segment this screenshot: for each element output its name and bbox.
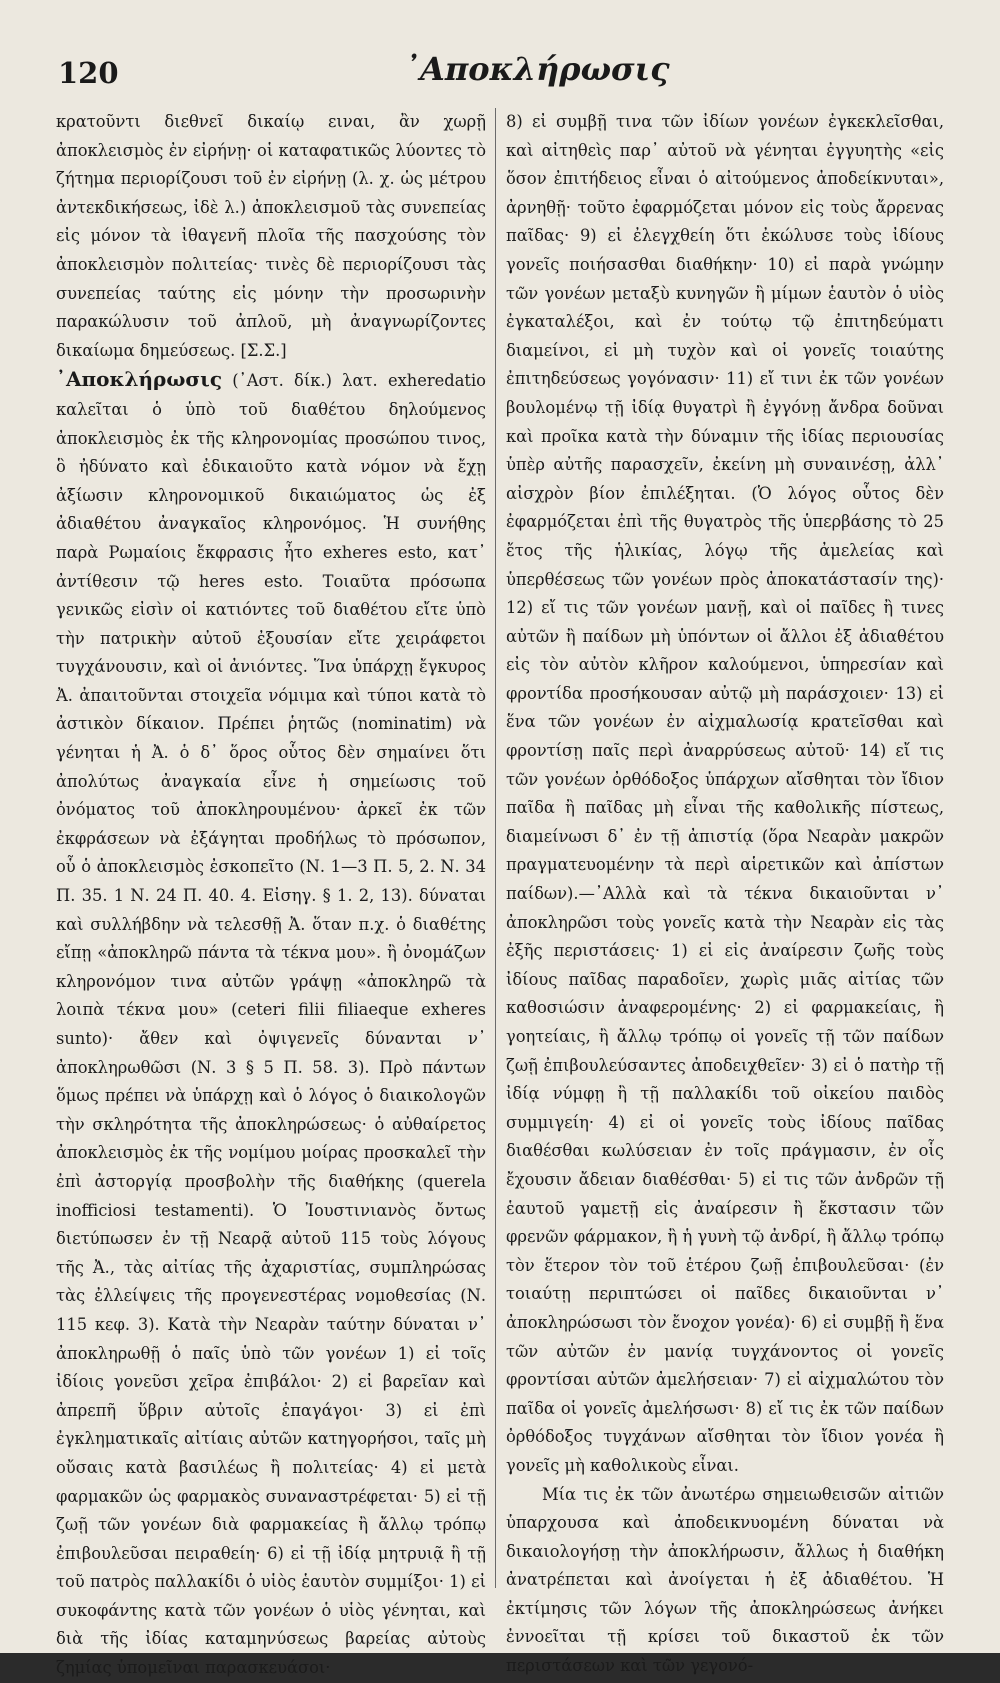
right-column [506, 108, 944, 1676]
entry-headword: ᾿Αποκλήρωσις [56, 367, 222, 392]
paragraph: Μία τις ἐκ τῶν ἀνωτέρω σημειωθεισῶν αἰτιῶν ὑπαρχουσα καὶ ἀποδεικνυομένη δύναται νὰ δικαιολογήσῃ τὴν ἀποκλήρωσιν, ἄλλως ἡ διαθήκη ἀνατρέπεται καὶ ἀνοίγεται ἡ ἐξ ἀδιαθέτου. Ἡ ἐκτίμησις τῶν λόγων τῆς ἀποκληρώσεως ἀνήκει ἐννοεῖται τῇ κρίσει τοῦ δικαστοῦ ἐκ τῶν περιστάσεων καὶ τῶν γεγονό- [506, 1484, 944, 1676]
column-divider [495, 108, 496, 1588]
running-head: ᾿Αποκλήρωσις [404, 50, 670, 88]
entry-paragraph [56, 365, 486, 1682]
entry-body: exheredatio καλεῖται ὁ ὑπὸ τοῦ διαθέτου δηλούμενος ἀποκλεισμὸς ἐκ τῆς κληρονομίας προσώπου τινος, ὃ ἠδύνατο καὶ ἐδικαιοῦτο κατὰ νόμον νὰ ἔχῃ ἀξίωσιν κληρονομικοῦ δικαιώματος ὡς ἐξ ἀδιαθέτου ἀναγκαῖος κληρονόμος. Ἡ συνήθης παρὰ Ρωμαίοις ἔκφρασις ἦτο exheres esto, κατ᾿ ἀντίθεσιν τῷ heres esto. Τοιαῦτα πρόσωπα γενικῶς εἰσὶν οἱ κατιόντες τοῦ διαθέτου εἴτε ὑπὸ τὴν πατρικὴν αὐτοῦ ἐξουσίαν εἴτε χειράφετοι τυγχάνουσιν, καὶ οἱ ἀνιόντες. Ἵνα ὑπάρχῃ ἔγκυρος Ἀ. ἀπαιτοῦνται στοιχεῖα νόμιμα καὶ τύποι κατὰ τὸ ἀστικὸν δίκαιον. Πρέπει ῥητῶς (nominatim) νὰ γένηται ἡ Ἀ. ὁ δ᾿ ὅρος οὗτος δὲν σημαίνει ὅτι ἀπολύτως ἀναγκαία εἶνε ἡ σημείωσις τοῦ ὀνόματος τοῦ ἀποκληρουμένου· ἀρκεῖ ἐκ τῶν ἐκφράσεων νὰ ἐξάγηται προδήλως τὸ πρόσωπον, οὗ ὁ ἀποκλεισμὸς ἐσκοπεῖτο (Ν. 1—3 Π. 5, 2. Ν. 34 Π. 35. 1 Ν. 24 Π. 40. 4. Εἰσηγ. § 1. 2, 13). δύναται καὶ συλλήβδην νὰ τελεσθῇ Ἀ. ὅταν π.χ. ὁ διαθέτης εἴπῃ «ἀποκληρῶ πάντα τὰ τέκνα μου». ἢ ὀνομάζων κληρονόμον τινα αὐτῶν γράψῃ «ἀποκληρῶ τὰ λοιπὰ τέκνα μου» (ceteri filii filiaeque exheres sunto)· ἄθεν καὶ ὀψιγενεῖς δύνανται ν᾿ ἀποκληρωθῶσι (Ν. 3 § 5 Π. 58. 3). Πρὸ πάντων ὅμως πρέπει νὰ ὑπάρχῃ καὶ ὁ λόγος ὁ διαικολογῶν τὴν σκληρότητα τῆς ἀποκληρώσεως· ὁ αὐθαίρετος ἀποκλεισμὸς ἐκ τῆς νομίμου μοίρας προσκαλεῖ τὴν ἐπὶ ἀστοργίᾳ προσβολὴν τῆς διαθήκης (querela inofficiosi testamenti). Ὁ Ἰουστινιανὸς ὄντως διετύπωσεν ἐν τῇ Νεαρᾷ αὐτοῦ 115 τοὺς λόγους τῆς Ἀ., τὰς αἰτίας τῆς ἀχαριστίας, συμπληρώσας τὰς ἐλλείψεις τῆς προγενεστέρας νομοθεσίας (Ν. 115 κεφ. 3). Κατὰ τὴν Νεαρὰν ταύτην δύναται ν᾿ ἀποκληρωθῇ ὁ παῖς ὑπὸ τῶν γονέων 1) εἰ τοῖς ἰδίοις γονεῦσι χεῖρα ἐπιβάλοι· 2) εἰ βαρεῖαν καὶ ἀπρεπῆ ὕβριν αὐτοῖς ἐπαγάγοι· 3) εἰ ἐπὶ ἐγκληματικαῖς αἰτίαις αὐτῶν κατηγορήσοι, ταῖς μὴ οὔσαις κατὰ βασιλέως ἢ πολιτείας· 4) εἰ μετὰ φαρμακῶν ὡς φαρμακὸς συναναστρέφεται· 5) εἰ τῇ ζωῇ τῶν γονέων διὰ φαρμακείας ἢ ἄλλῳ τρόπῳ ἐπιβουλεῦσαι πειραθείη· 6) εἰ τῇ ἰδίᾳ μητρυιᾷ ἢ τῇ τοῦ πατρὸς παλλακίδι ὁ υἱὸς ἑαυτὸν συμμίξοι· 1) εἰ συκοφάντης κατὰ τῶν γονέων ὁ υἱὸς γένηται, καὶ διὰ τῆς ἰδίας καταμηνύσεως βαρείας αὐτοὺς ζημίας ὑπομεῖναι παρασκευάσοι· [56, 371, 486, 1678]
paragraph-continuation: 8) εἰ συμβῇ τινα τῶν ἰδίων γονέων ἐγκεκλεῖσθαι, καὶ αἰτηθεὶς παρ᾿ αὐτοῦ νὰ γένηται ἐγγυητὴς «εἰς ὅσον ἐπιτήδειος εἶναι ὁ αἰτούμενος ἀποδείκνυται», ἀρνηθῇ· τοῦτο ἐφαρμόζεται μόνον εἰς τοὺς ἄρρενας παῖδας· 9) εἰ ἐλεγχθείη ὅτι ἐκώλυσε τοὺς ἰδίους γονεῖς ποιήσασθαι διαθήκην· 10) εἰ παρὰ γνώμην τῶν γονέων μεταξὺ κυνηγῶν ἢ μίμων ἑαυτὸν ὁ υἱὸς ἐγκαταλέξοι, καὶ ἐν τούτῳ τῷ ἐπιτηδεύματι διαμείνοι, εἰ μὴ τυχὸν καὶ οἱ γονεῖς τοιαύτης ἐπιτηδεύσεως γογόνασιν· 11) εἴ τινι ἐκ τῶν γονέων βουλομένῳ τῇ ἰδίᾳ θυγατρὶ ἢ ἐγγόνῃ ἄνδρα δοῦναι καὶ προῖκα κατὰ τὴν δύναμιν τῆς ἰδίας περιουσίας ὑπὲρ αὐτῆς παρασχεῖν, ἐκείνη μὴ συναινέσῃ, ἀλλ᾿ αἰσχρὸν βίον ἐπιλέξηται. (Ὁ λόγος οὗτος δὲν ἐφαρμόζεται ἐπὶ τῆς θυγατρὸς τῆς ὑπερβάσης τὸ 25 ἔτος τῆς ἡλικίας, λόγῳ τῆς ἀμελείας καὶ ὑπερθέσεως τῶν γονέων πρὸς ἀποκατάστασίν της)· 12) εἴ τις τῶν γονέων μανῇ, καὶ οἱ παῖδες ἢ τινες αὐτῶν ἢ παίδων μὴ ὑπόντων οἱ ἄλλοι ἐξ ἀδιαθέτου εἰς τὸν αὐτὸν κλῆρον καλούμενοι, ὑπηρεσίαν καὶ φροντίδα προσήκουσαν αὐτῷ μὴ παράσχοιεν· 13) εἰ ἕνα τῶν γονέων ἐν αἰχμαλωσίᾳ κρατεῖσθαι καὶ φροντίσῃ παῖς περὶ ἀναρρύσεως αὐτοῦ· 14) εἴ τις τῶν γονέων ὀρθόδοξος ὑπάρχων αἴσθηται τὸν ἴδιον παῖδα ἢ παῖδας μὴ εἶναι τῆς καθολικῆς πίστεως, διαμείνωσι δ᾿ ἐν τῇ ἀπιστίᾳ (ὅρα Νεαρὰν μακρῶν πραγματευομένην τὰ περὶ αἱρετικῶν καὶ ἀπίστων παίδων).—᾿Αλλὰ καὶ τὰ τέκνα δικαιοῦνται ν᾿ ἀποκληρῶσι τοὺς γονεῖς κατὰ τὴν Νεαρὰν εἰς τὰς ἐξῆς περιστάσεις· 1) εἰ εἰς ἀναίρεσιν ζωῆς τοὺς ἰδίους παῖδας παραδοῖεν, χωρὶς μιᾶς αἰτίας τῶν καθοσιώσιν ἀναφερομένης· 2) εἰ φαρμακείαις, ἢ γοητείαις, ἢ ἄλλῳ τρόπῳ οἱ γονεῖς τῇ τῶν παίδων ζωῇ ἐπιβουλεύσαντες ἀποδειχθεῖεν· 3) εἰ ὁ πατὴρ τῇ ἰδίᾳ νύμφῃ ἢ τῇ παλλακίδι τοῦ οἰκείου παιδὸς συμμιγείη· 4) εἰ οἱ γονεῖς τοὺς ἰδίους παῖδας διαθέσθαι κωλύσειαν ἐν τοῖς πράγμασιν, ἐν οἷς ἔχουσιν ἄδειαν διαθέσθαι· 5) εἰ τις τῶν ἀνδρῶν τῇ ἑαυτοῦ γαμετῇ εἰς ἀναίρεσιν ἢ ἔκστασιν τῶν φρενῶν φάρμακον, ἢ ἡ γυνὴ τῷ ἀνδρί, ἢ ἄλλῳ τρόπῳ τὸν ἕτερον τὸν τοῦ ἑτέρου ζωῇ ἐπιβουλεῦσαι· (ἐν τοιαύτῃ περιπτώσει οἱ παῖδες δικαιοῦνται ν᾿ ἀποκληρώσωσι τὸν ἔνοχον γονέα)· 6) εἰ συμβῇ ἢ ἕνα τῶν αὐτῶν ἐν μανίᾳ τυγχάνοντος οἱ γονεῖς φροντίσαι αὐτῶν ἀμελήσειαν· 7) εἰ αἰχμαλώτου τὸν παῖδα οἱ γονεῖς ἀμελήσωσι· 8) εἴ τις ἐκ τῶν παίδων ὀρθόδοξος τυγχάνων αἴσθηται τὸν ἴδιον γονέα ἢ γονεῖς μὴ καθολικοὺς εἶναι. [506, 112, 944, 1475]
left-column [56, 108, 486, 1678]
entry-abbreviation: (᾿Αστ. δίκ.) λατ. [232, 371, 378, 391]
paragraph-continuation: κρατοῦντι διεθνεῖ δικαίῳ ειναι, ἂν χωρῇ ἀποκλεισμὸς ἐν εἰρήνῃ· οἱ καταφατικῶς λύοντες τὸ ζήτημα περιορίζουσι τοῦ ἐν εἰρήνῃ (λ. χ. ὡς μέτρου ἀντεκδικήσεως, ἰδὲ λ.) ἀποκλεισμοῦ τὰς συνεπείας εἰς μόνον τὰ ἰθαγενῆ πλοῖα τῆς πασχούσης τὸν ἀποκλεισμὸν πολιτείας· τινὲς δὲ περιορίζουσι τὰς συνεπείας ταύτης εἰς μόνην τὴν προσωρινὴν παρακώλυσιν τοῦ ἀπλοῦ, μὴ ἀναγνωρίζοντες δικαίωμα δημεύσεως. [Σ.Σ.] [56, 112, 486, 360]
page-number: 120 [58, 56, 119, 90]
